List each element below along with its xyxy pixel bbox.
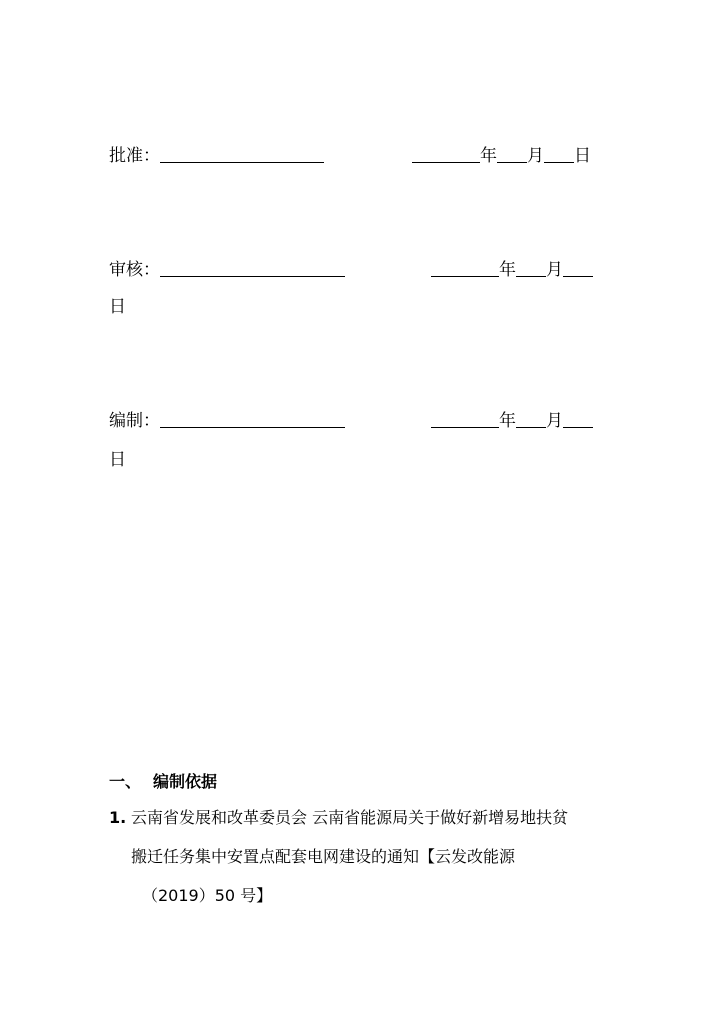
compile-day-label: 日 bbox=[109, 450, 126, 470]
review-label: 审核： bbox=[109, 260, 160, 280]
compile-month-label: 月 bbox=[546, 411, 563, 431]
approve-year-blank[interactable] bbox=[412, 144, 480, 163]
compile-signature-blank[interactable] bbox=[160, 409, 345, 428]
list-item-reference: 【云发改能源 bbox=[419, 847, 516, 866]
compile-date bbox=[431, 409, 593, 433]
review-day-label: 日 bbox=[109, 297, 126, 317]
approve-month-label: 月 bbox=[527, 146, 544, 166]
approve-day-blank[interactable] bbox=[544, 144, 574, 163]
review-year-blank[interactable] bbox=[431, 258, 499, 277]
list-item-number: 1. bbox=[109, 808, 127, 827]
compile-row bbox=[109, 409, 345, 433]
review-date bbox=[431, 258, 593, 282]
compile-day-blank[interactable] bbox=[563, 409, 593, 428]
section-number: 一、 bbox=[109, 772, 142, 791]
review-row bbox=[109, 258, 345, 282]
approve-row bbox=[109, 144, 324, 168]
approve-year-label: 年 bbox=[480, 146, 497, 166]
list-item-line1: 云南省发展和改革委员会 云南省能源局关于做好新增易地扶贫 bbox=[131, 808, 569, 827]
approve-date bbox=[412, 144, 591, 168]
review-month-blank[interactable] bbox=[516, 258, 546, 277]
approve-month-blank[interactable] bbox=[497, 144, 527, 163]
review-signature-blank[interactable] bbox=[160, 258, 345, 277]
approve-signature-blank[interactable] bbox=[160, 144, 324, 163]
compile-year-blank[interactable] bbox=[431, 409, 499, 428]
list-item-line3: （2019）50 号】 bbox=[142, 886, 273, 905]
compile-year-label: 年 bbox=[499, 411, 516, 431]
list-item bbox=[109, 806, 568, 830]
review-year-label: 年 bbox=[499, 260, 516, 280]
list-item-line2-text: 搬迁任务集中安置点配套电网建设的通知 bbox=[131, 847, 420, 866]
approve-day-label: 日 bbox=[574, 146, 591, 166]
review-month-label: 月 bbox=[546, 260, 563, 280]
section-title: 编制依据 bbox=[153, 772, 218, 791]
section-heading bbox=[109, 770, 217, 794]
compile-month-blank[interactable] bbox=[516, 409, 546, 428]
list-item-line2 bbox=[131, 845, 515, 869]
compile-label: 编制： bbox=[109, 411, 160, 431]
review-day-blank[interactable] bbox=[563, 258, 593, 277]
approve-label: 批准： bbox=[109, 146, 160, 166]
